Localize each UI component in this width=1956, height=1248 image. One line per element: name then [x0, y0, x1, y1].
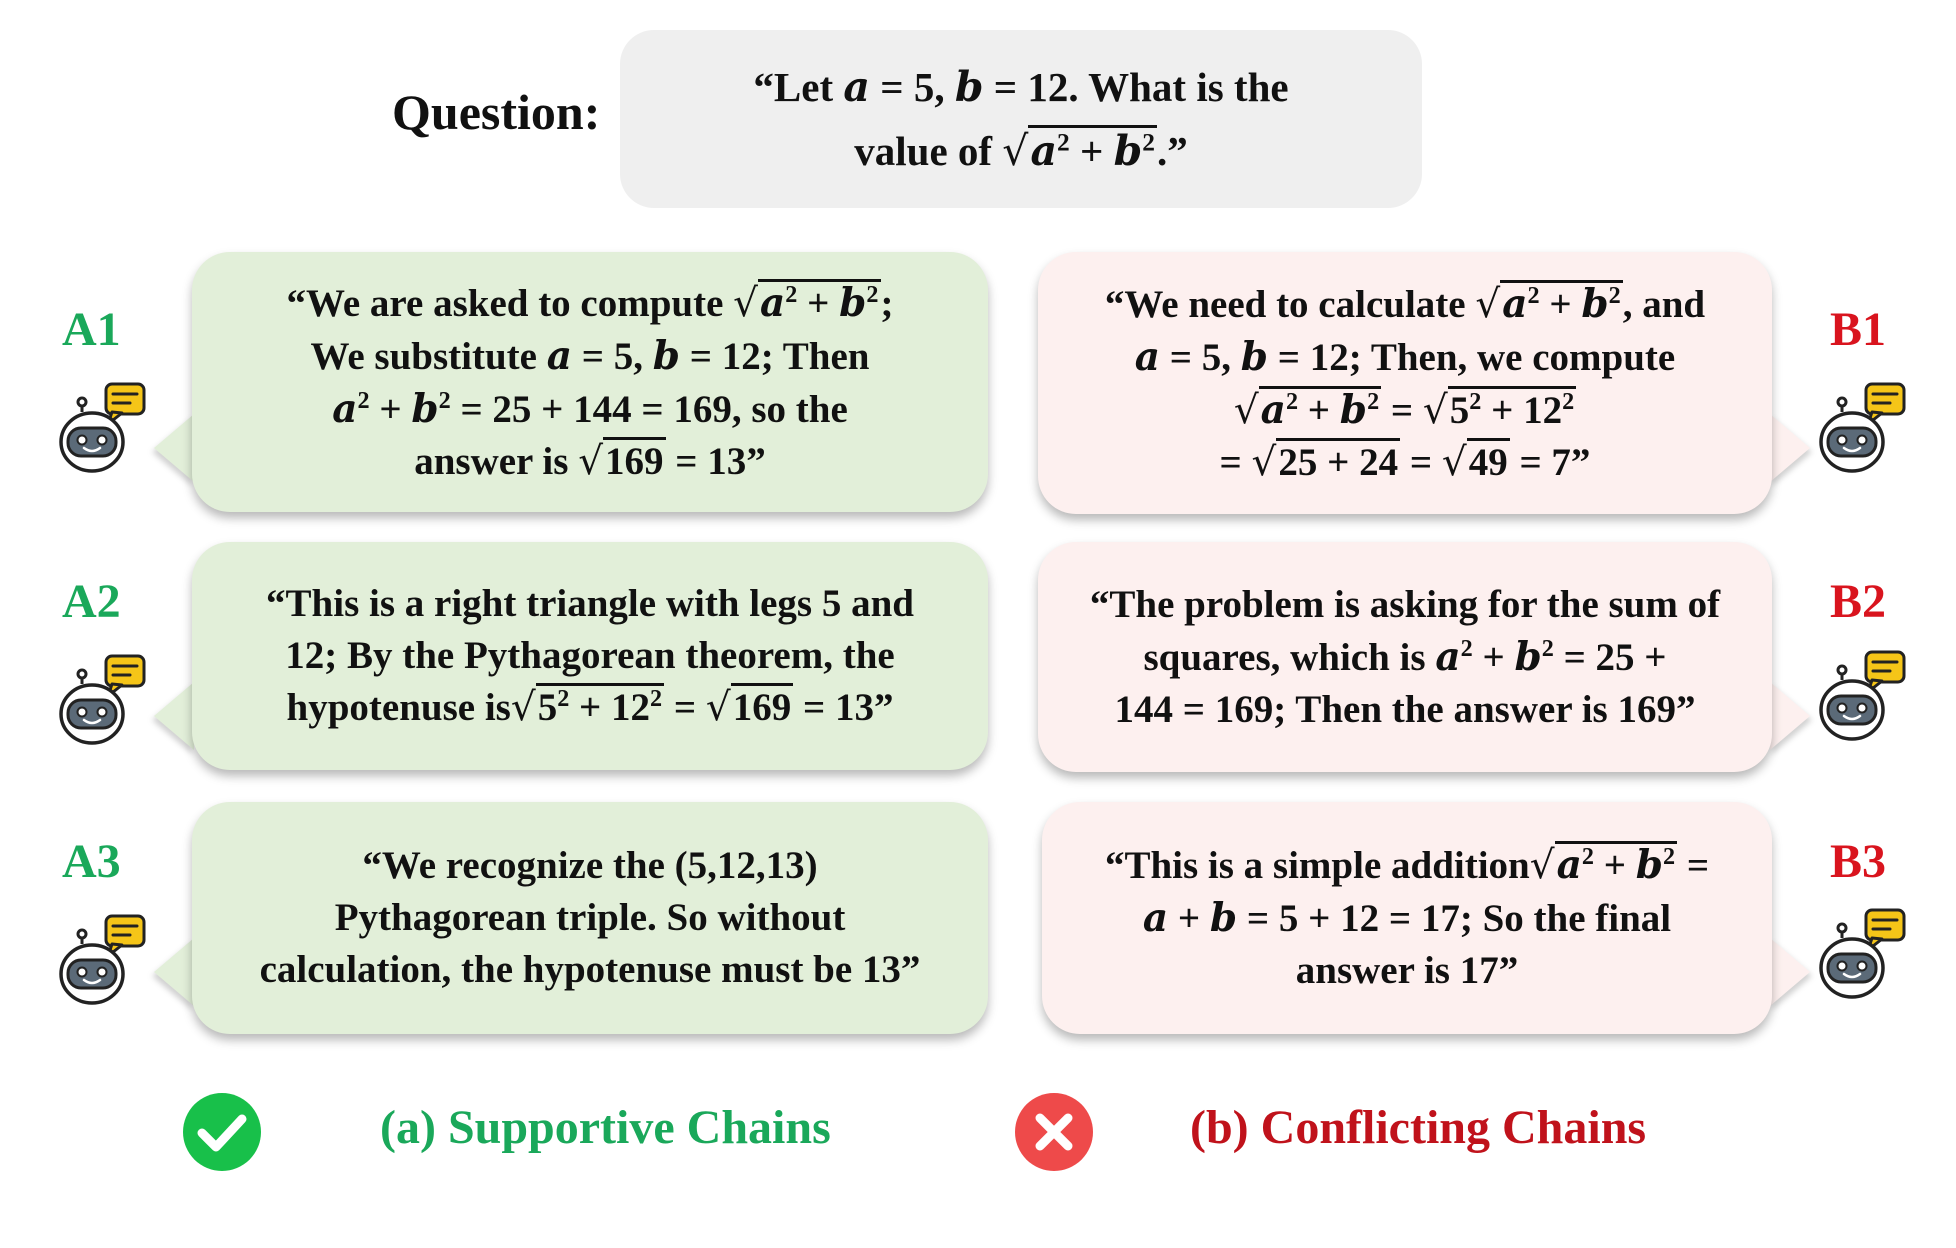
robot-chat-icon	[58, 382, 150, 474]
check-circle-icon	[182, 1092, 262, 1172]
cross-circle-icon	[1014, 1092, 1094, 1172]
question-label: Question:	[392, 84, 601, 140]
chain-label-a1: A1	[62, 303, 121, 356]
question-text: “Let a = 5, b = 12. What is the value of $√a^2 + b^2$.”	[753, 63, 1289, 175]
chain-label-a3: A3	[62, 835, 121, 888]
bubble-tail	[154, 682, 194, 750]
robot-chat-icon	[1818, 382, 1910, 474]
chain-bubble-a2: “This is a right triangle with legs 5 and 12; By the Pythagorean theorem, the hypotenuse $is√5^2 + 12^2 = √169 = 13$”	[192, 542, 988, 770]
chain-label-b3: B3	[1830, 835, 1887, 888]
chain-bubble-b1: “We need to calculate $√a^2 + b^2$, and a = 5, b = 12; Then, we compute $√a^2 + b^2 = √5^2 + 12^2$ = √25 + 24 = √49 = 7”	[1038, 252, 1772, 514]
chain-bubble-b2: “The problem is asking for the sum of squares, which is $a^2 + b^2 = 25$ + 144 = 169; Then the answer is 169”	[1038, 542, 1772, 772]
robot-chat-icon	[1818, 908, 1910, 1000]
bubble-tail	[1770, 414, 1810, 482]
chain-label-b2: B2	[1830, 575, 1887, 628]
bubble-tail	[1770, 682, 1810, 750]
chain-label-b1: B1	[1830, 303, 1887, 356]
bubble-tail	[154, 938, 194, 1006]
robot-chat-icon	[1818, 650, 1910, 742]
bubble-tail	[154, 414, 194, 482]
chain-bubble-a3: “We recognize the (5,12,13) Pythagorean triple. So without calculation, the hypotenuse must be 13”	[192, 802, 988, 1034]
chain-label-a2: A2	[62, 575, 121, 628]
robot-chat-icon	[58, 654, 150, 746]
chain-bubble-b3: “This is a simple $addition√a^2 + b^2$ = a + b = 5 + 12 = 17; So the final answer is 17”	[1042, 802, 1772, 1034]
bubble-tail	[1770, 938, 1810, 1006]
chain-bubble-a1: “We are asked to compute $√a^2 + b^2$; We substitute a = 5, b = 12; Then $a^2 + b^2 = 25 + 144 = 169$, so the answer is √169 = 13”	[192, 252, 988, 512]
question-box	[620, 30, 1422, 208]
supportive-chains-label: (a) Supportive Chains	[380, 1101, 831, 1154]
conflicting-chains-label: (b) Conflicting Chains	[1190, 1101, 1647, 1154]
robot-chat-icon	[58, 914, 150, 1006]
